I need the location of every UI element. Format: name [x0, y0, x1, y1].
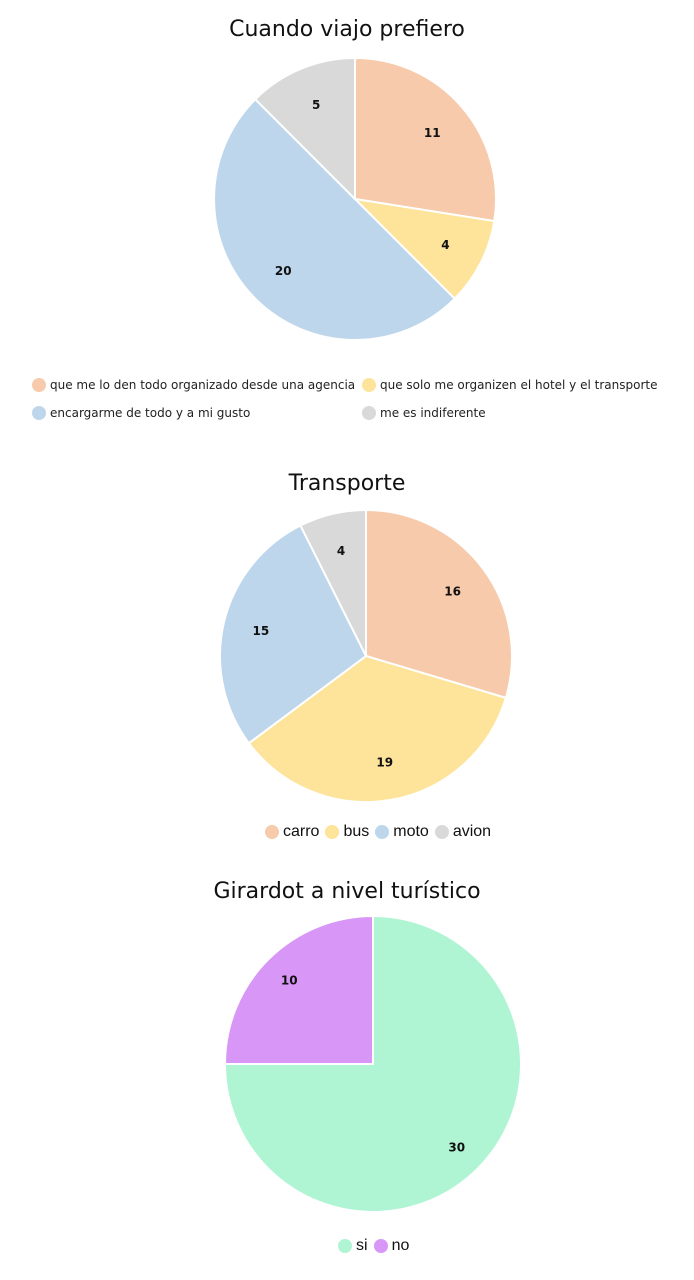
data-label: 10 [280, 973, 298, 988]
pie-chart [0, 900, 694, 1230]
data-label: 4 [336, 543, 346, 558]
pie-chart [0, 0, 694, 350]
legend-item [338, 1237, 368, 1255]
data-label: 19 [376, 755, 394, 770]
legend-label: encargarme de todo y a mi gusto [50, 406, 251, 420]
legend-item [32, 406, 250, 420]
data-label: 4 [441, 238, 450, 253]
legend-label: bus [343, 823, 370, 840]
pie-chart [0, 490, 694, 820]
legend-item [362, 406, 486, 420]
legend-swatch [32, 378, 46, 392]
legend-label: moto [393, 823, 429, 840]
legend [265, 823, 497, 841]
legend-label: avion [452, 823, 492, 840]
legend-swatch [435, 825, 449, 839]
legend-label: carro [283, 823, 320, 840]
data-label: 5 [311, 98, 321, 113]
legend-item [32, 378, 355, 392]
legend-swatch [362, 378, 376, 392]
data-label: 30 [448, 1140, 466, 1155]
legend-swatch [375, 825, 389, 839]
legend-item [375, 823, 429, 841]
legend-swatch [265, 825, 279, 839]
chart-title: Transporte [288, 471, 406, 496]
legend-item [362, 378, 657, 392]
legend-swatch [325, 825, 339, 839]
chart-title: Cuando viajo prefiero [229, 17, 465, 42]
legend [338, 1237, 415, 1255]
legend-label: no [391, 1237, 410, 1254]
legend-label: que me lo den todo organizado desde una agencia [50, 378, 356, 392]
legend-swatch [338, 1239, 352, 1253]
legend-label: si [356, 1237, 368, 1254]
legend-item [325, 823, 369, 841]
data-label: 15 [252, 624, 270, 639]
legend-swatch [362, 406, 376, 420]
data-label: 20 [274, 263, 292, 278]
data-label: 16 [444, 584, 462, 599]
legend [0, 372, 694, 432]
pie-slice-no [225, 916, 373, 1064]
legend-item [265, 823, 319, 841]
data-label: 11 [423, 126, 441, 141]
legend-label: que solo me organizen el hotel y el transporte [380, 378, 658, 392]
legend-label: me es indiferente [380, 406, 486, 420]
legend-swatch [32, 406, 46, 420]
legend-item [374, 1237, 410, 1255]
legend-swatch [374, 1239, 388, 1253]
legend-item [435, 823, 491, 841]
chart-title: Girardot a nivel turístico [213, 879, 481, 904]
